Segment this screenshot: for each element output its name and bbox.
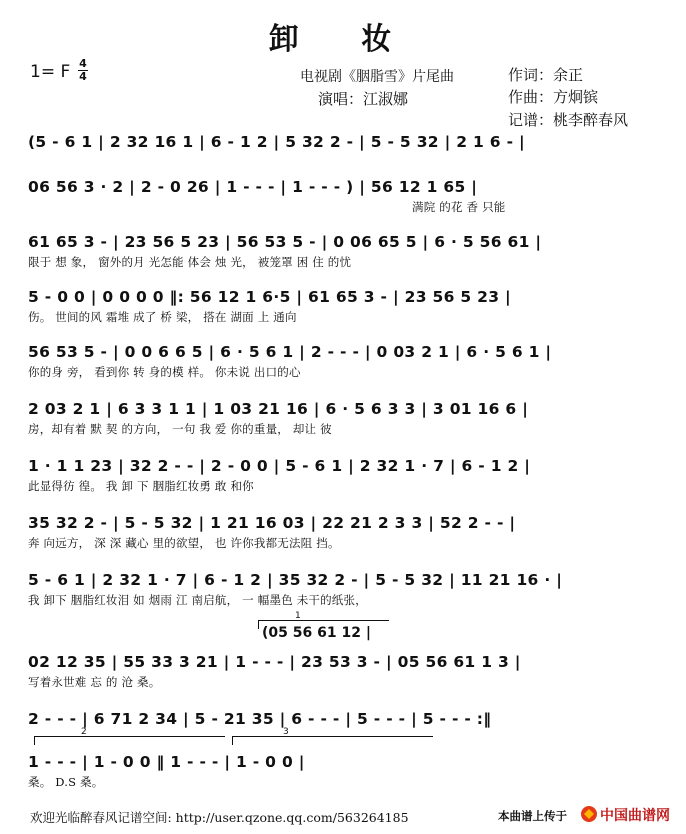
logo-icon [580, 805, 598, 823]
volta-number: 2 [81, 727, 87, 737]
notation: 06 56 3 · 2 | 2 - 0 26 | 1 - - - | 1 - - - ) | 56 12 1 65 | [28, 178, 478, 196]
footer-credit: 欢迎光临醉春风记谱空间: http://user.qzone.qq.com/563264185 [30, 810, 409, 825]
notation: (5 - 6 1 | 2 32 16 1 | 6 - 1 2 | 5 32 2 - | 5 - 5 32 | 2 1 6 - | [28, 133, 525, 151]
notation: 2 03 2 1 | 6 3 3 1 1 | 1 03 21 16 | 6 · 5 6 3 3 | 3 01 16 6 | [28, 400, 529, 418]
source-line: 电视剧《胭脂雪》片尾曲 [300, 69, 454, 85]
composer-line: 作曲：方炯镔 [508, 88, 599, 106]
lyrics: 奔 向远方， 深 深 藏心 里的欲望， 也 许你我都无法阻 挡。 [28, 536, 340, 550]
notation: 56 53 5 - | 0 0 6 6 5 | 6 · 5 6 1 | 2 - - - | 0 03 2 1 | 6 · 5 6 1 | [28, 343, 552, 361]
interlude-notation: (05 56 61 12 | [262, 625, 371, 641]
time-signature [78, 58, 88, 83]
score-row [28, 457, 664, 505]
meter-bottom: 4 [79, 70, 87, 83]
score-row [28, 653, 664, 701]
score-row [28, 400, 664, 448]
lyrics: 房，却有着 默 契 的方向， 一句 我 爱 你的重量， 却让 彼 [28, 422, 332, 436]
score-row [28, 571, 664, 619]
score-row [28, 133, 664, 181]
score-row [28, 178, 664, 226]
key-signature: 1= F [30, 62, 71, 82]
notation: 1 · 1 1 23 | 32 2 - - | 2 - 0 0 | 5 - 6 1 | 2 32 1 · 7 | 6 - 1 2 | [28, 457, 531, 475]
upload-note: 本曲谱上传于 [498, 809, 567, 823]
lyrics: 桑。 D.S 桑。 [28, 775, 104, 789]
lyrics: 我 卸下 胭脂红妆泪 如 烟雨 江 南启航， 一 幅墨色 未干的纸张， [28, 593, 367, 607]
notation: 61 65 3 - | 23 56 5 23 | 56 53 5 - | 0 06 65 5 | 6 · 5 56 61 | [28, 233, 542, 251]
singer-line: 演唱：江淑娜 [318, 90, 409, 108]
score-row [28, 343, 664, 391]
volta-number: 1 [295, 611, 301, 621]
notation: 2 - - - | 6 71 2 34 | 5 - 21 35 | 6 - - - | 5 - - - | 5 - - - :‖ [28, 710, 492, 728]
score-row [28, 710, 664, 758]
transcriber-line: 记谱：桃李醉春风 [508, 111, 629, 129]
notation: 1 - - - | 1 - 0 0 ‖ 1 - - - | 1 - 0 0 | [28, 753, 305, 771]
lyrics: 伤。 世间的风 霜堆 成了 桥 梁， 搭在 湖面 上 通向 [28, 310, 297, 324]
lyrics: 限于 想 象， 窗外的月 光怎能 体会 烛 光， 被笼罩 困 住 的忧 [28, 255, 352, 269]
volta-bracket [34, 727, 225, 745]
site-logo[interactable] [580, 803, 676, 825]
lyrics: 满院 的花 香 只能 [412, 200, 506, 214]
meter-top: 4 [79, 57, 87, 70]
lyrics: 写着永世难 忘 的 沧 桑。 [28, 675, 161, 689]
song-title: 卸 妆 [268, 22, 418, 57]
score-row [28, 753, 664, 801]
score-row [28, 288, 664, 336]
score-row [28, 514, 664, 562]
notation: 5 - 6 1 | 2 32 1 · 7 | 6 - 1 2 | 35 32 2 - | 5 - 5 32 | 11 21 16 · | [28, 571, 563, 589]
notation: 02 12 35 | 55 33 3 21 | 1 - - - | 23 53 3 - | 05 56 61 1 3 | [28, 653, 521, 671]
score-row [28, 233, 664, 281]
logo-text: 中国曲谱网 [600, 808, 670, 824]
volta-number: 3 [283, 727, 289, 737]
lyricist-line: 作词：余正 [508, 66, 584, 84]
lyrics: 此显得彷 徨。 我 卸 下 胭脂红妆勇 敢 和你 [28, 479, 254, 493]
notation: 5 - 0 0 | 0 0 0 0 ‖: 56 12 1 6·5 | 61 65 3 - | 23 56 5 23 | [28, 288, 511, 306]
volta-bracket [232, 727, 433, 745]
notation: 35 32 2 - | 5 - 5 32 | 1 21 16 03 | 22 21 2 3 3 | 52 2 - - | [28, 514, 516, 532]
lyrics: 你的身 旁， 看到你 转 身的模 样。 你未说 出口的心 [28, 365, 301, 379]
